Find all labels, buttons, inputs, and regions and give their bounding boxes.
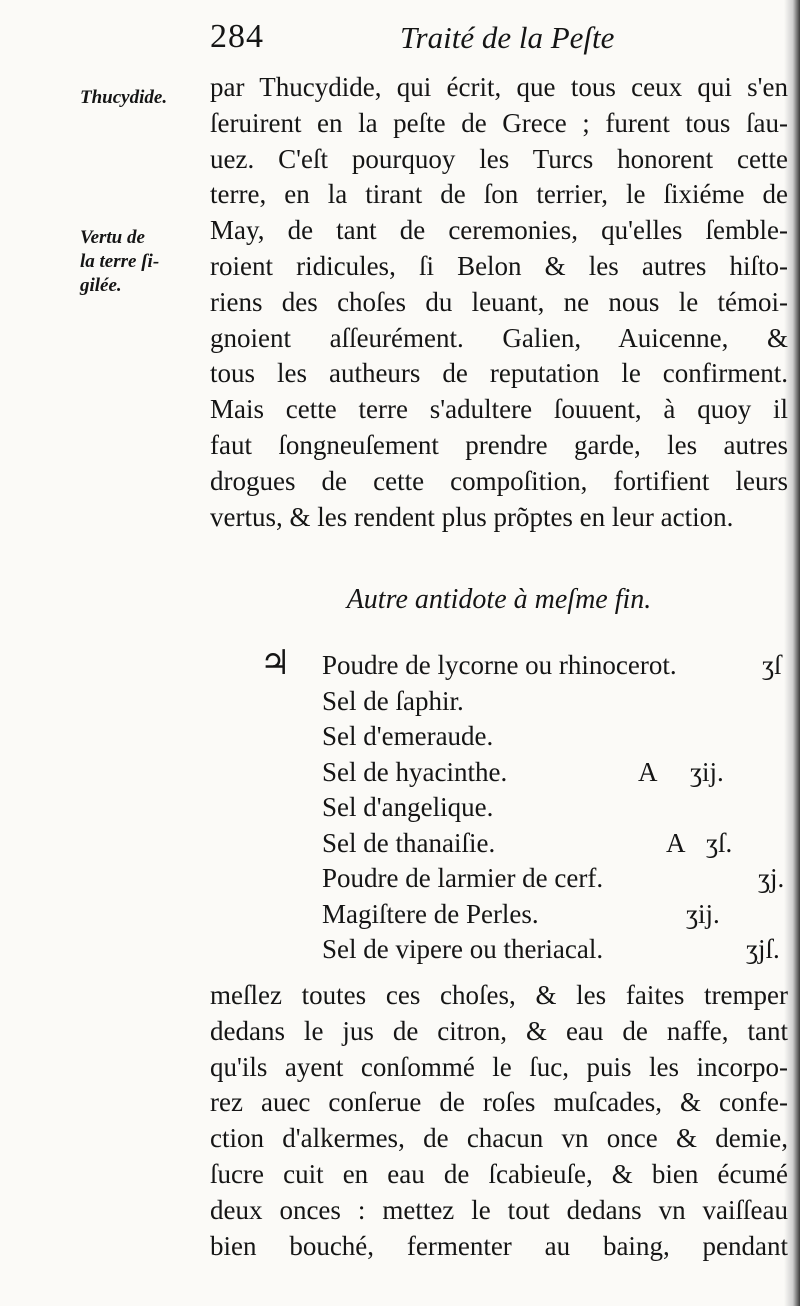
running-title: Traité de la Peſte [400,20,615,55]
text-line: ſucre cuit en eau de ſcabieuſe, & bien écumé [210,1158,788,1189]
recipe-item [266,861,788,897]
recipe-quantity: ʒjſ. [746,934,780,964]
recipe-ingredient: Sel de thanaiſie. [322,827,496,858]
recipe-ingredient: Magiſtere de Perles. [322,898,539,929]
text-line: roient ridicules, ſi Belon & les autres hiſto- [210,250,788,281]
recipe-quantity: ʒj. [758,863,785,893]
text-line: gnoient aſſeurément. Galien, Auicenne, & [210,322,788,353]
paragraph-1 [210,70,788,535]
text-line: meſlez toutes ces choſes, & les faites tremper [210,980,788,1010]
text-line: faut ſongneuſement prendre garde, les autres [210,429,788,460]
recipe-sign: A [638,756,658,787]
recipe-quantity: ʒij. [686,898,720,929]
text-line: ſeruirent en la peſte de Grece ; furent tous ſau- [210,107,788,138]
recipe-ingredient: Sel de ſaphir. [322,685,464,716]
text-line: riens des choſes du leuant, ne nous le témoi- [210,286,788,317]
paragraph-2 [210,978,788,1264]
text-line: vertus, & les rendent plus prõptes en leur action. [210,501,734,532]
recipe-item [260,645,788,684]
text-line: dedans le jus de citron, & eau de naffe, tant [210,1015,788,1046]
text-line: tous les autheurs de reputation le confirment. [210,358,788,389]
recipe-item [266,826,788,862]
recipe-item [266,932,788,968]
margin-note-thucydide: Thucydide. [80,87,168,108]
text-line: rez auec conſerue de roſes muſcades, & confe- [210,1087,788,1118]
recipe-item [266,719,788,755]
recipe-item [266,790,788,826]
text-line: terre, en la tirant de ſon terrier, le ſixiéme de [210,179,788,210]
text-line: qu'ils ayent conſommé le ſuc, puis les incorpo- [210,1051,788,1082]
text-line: deux onces : mettez le tout dedans vn vaiſſeau [210,1194,788,1225]
recipe-item [266,684,788,720]
recipe-quantity: ʒſ. [706,827,733,858]
recipe-quantity: ʒſ [762,650,782,680]
text-line: par Thucydide, qui écrit, que tous ceux qui s'en [210,72,788,102]
page-header [210,18,790,58]
section-heading: Autre antidote à meſme fin. [346,584,652,615]
page-number: 284 [210,18,264,55]
recipe-item [266,897,788,933]
text-line: Mais cette terre s'adultere ſouuent, à quoy il [210,394,788,425]
recipe-ingredient: Sel d'angelique. [322,792,494,822]
text-line: May, de tant de ceremonies, qu'elles ſemble- [210,215,788,246]
margin-note-terre-sigilee: Vertu de la terre ſi- gilée. [80,227,160,296]
text-line: uez. C'eſt pourquoy les Turcs honorent cette [210,143,788,174]
recipe-ingredient: Poudre de larmier de cerf. [322,863,604,893]
text-line: drogues de cette compoſition, fortifient leurs [210,465,788,496]
recipe-ingredient: Sel d'emeraude. [322,721,494,751]
text-line: ction d'alkermes, de chacun vn once & demie, [210,1123,788,1154]
recipe-symbol-icon: ♃ [260,645,291,682]
recipe-sign: A [666,827,686,858]
text-line: bien bouché, fermenter au baing, pendant [210,1230,788,1261]
recipe-ingredient: Poudre de lycorne ou rhinocerot. [322,650,677,680]
recipe-quantity: ʒij. [690,756,724,787]
recipe-item [266,755,788,791]
recipe-ingredient: Sel de hyacinthe. [322,756,508,787]
recipe-list [260,645,788,968]
recipe-ingredient: Sel de vipere ou theriacal. [322,934,604,964]
